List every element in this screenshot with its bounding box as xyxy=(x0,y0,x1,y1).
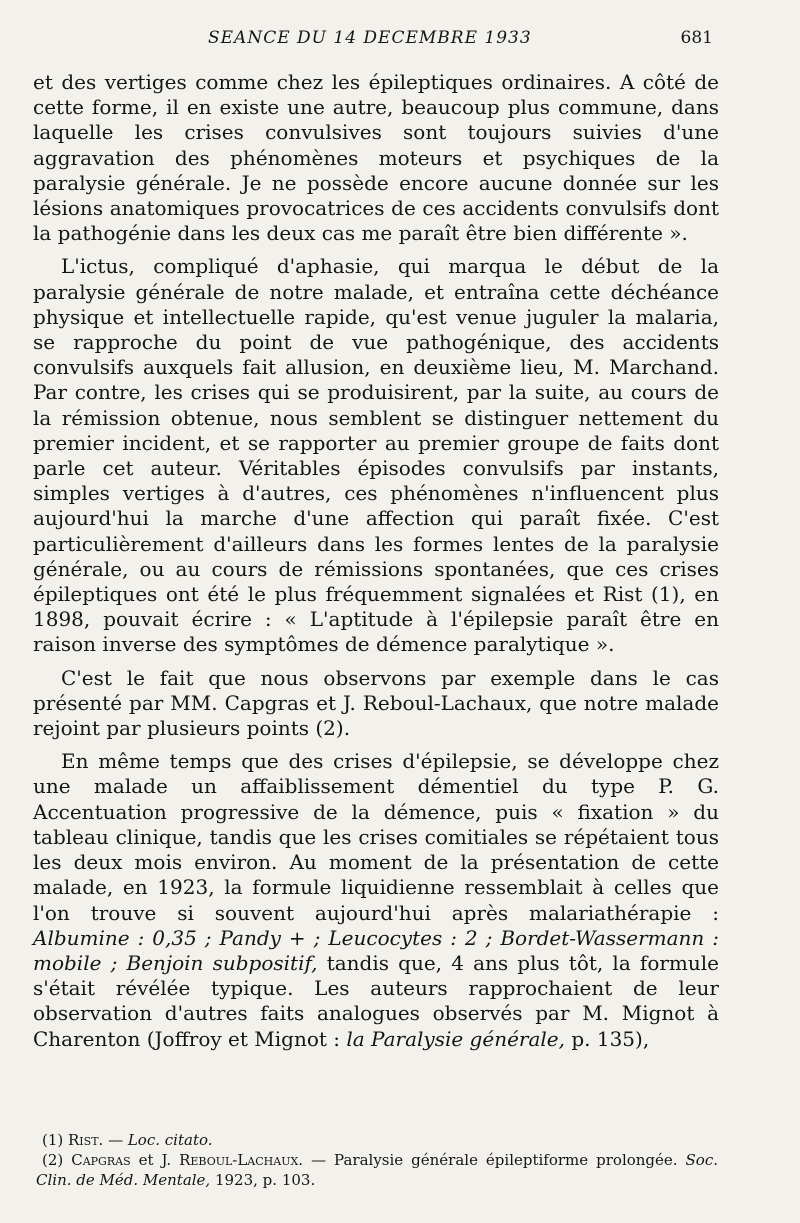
book-title: la Paralysie générale, xyxy=(346,1026,565,1051)
footnote-1-author: Rist. xyxy=(68,1131,104,1149)
page-number: 681 xyxy=(680,28,713,48)
paragraph-1: et des vertiges comme chez les épileptiques ordinaires. A côté de cette forme, il en existe une autre, beaucoup plus commune, dans laquelle les crises convulsives sont toujours suivies d'une aggravation des phénomènes moteurs et psychiques de la paralysie générale. Je ne possède encore aucune donnée sur les lésions anatomiques provocatrices de ces accidents convulsifs dont la pathogénie dans les deux cas me paraît être bien différente ». xyxy=(33,70,719,246)
footnote-2-and: et J. xyxy=(130,1151,180,1169)
paragraph-4-text: En même temps que des crises d'épilepsie, se développe chez une malade un affaiblissement démentiel du type P. G. Accentuation progressive de la démence, puis « fixation » du tableau clinique, tandis que les crises comitiales se répétaient tous les deux mois environ. Au moment de la présentation de cette malade, en 1923, la formule liquidienne ressemblait à celles que l'on trouve si souvent aujourd'hui après malariathérapie : xyxy=(33,749,719,925)
paragraph-3: C'est le fait que nous observons par exemple dans le cas présenté par MM. Capgras et J. Reboul-Lachaux, que notre malade rejoint par plusieurs points (2). xyxy=(33,665,719,741)
footnote-2-author-1: Capgras xyxy=(71,1151,131,1169)
running-header xyxy=(33,28,713,54)
body-text xyxy=(33,70,719,1052)
paragraph-4 xyxy=(33,749,719,1051)
paragraph-4-tail-b: p. 135), xyxy=(564,1026,650,1051)
footnote-2-marker: (2) xyxy=(42,1151,72,1169)
footnote-1-ref: Loc. citato. xyxy=(127,1131,213,1149)
csf-formula: Albumine : 0,35 ; Pandy + ; Leucocytes : 2 ; Bordet-Wassermann : mobile ; Benjoin subpositif, xyxy=(33,925,719,975)
paragraph-4-tail-a: tandis que, 4 ans plus tôt, la formule s'était révélée typique. Les auteurs rapprochaient de leur observation d'autres faits analogues observés par M. Mignot à Charenton (Joffroy et Mignot : xyxy=(33,950,719,1051)
footnote-2-title: — Paralysie générale épileptiforme prolongée. xyxy=(303,1151,686,1169)
footnote-1-marker: (1) xyxy=(42,1131,69,1149)
paragraph-2: L'ictus, compliqué d'aphasie, qui marqua le début de la paralysie générale de notre malade, et entraîna cette déchéance physique et intellectuelle rapide, qu'est venue juguler la malaria, se rapproche du point de vue pathogénique, des accidents convulsifs auxquels fait allusion, en deuxième lieu, M. Marchand. Par contre, les crises qui se produisirent, par la suite, au cours de la rémission obtenue, nous semblent se distinguer nettement du premier incident, et se rapporter au premier groupe de faits dont parle cet auteur. Véritables épisodes convulsifs par instants, simples vertiges à d'autres, ces phénomènes n'influencent plus aujourd'hui la marche d'une affection qui paraît fixée. C'est particulièrement d'ailleurs dans les formes lentes de la paralysie générale, ou au cours de rémissions spontanées, que ces crises épileptiques ont été le plus fréquemment signalées et Rist (1), en 1898, pouvait écrire : « L'aptitude à l'épilepsie paraît être en raison inverse des symptômes de démence paralytique ». xyxy=(33,254,719,657)
footnote-2-journal: Soc. Clin. de Méd. Mentale, xyxy=(36,1151,719,1189)
footnote-2-author-2: Reboul-Lachaux. xyxy=(179,1151,304,1169)
running-title: SEANCE DU 14 DECEMBRE 1933 xyxy=(208,28,532,48)
footnotes xyxy=(36,1130,718,1190)
footnote-2 xyxy=(36,1150,718,1190)
footnote-1 xyxy=(36,1130,718,1150)
footnote-1-dash: — xyxy=(103,1131,128,1149)
footnote-2-pages: 1923, p. 103. xyxy=(210,1171,316,1189)
